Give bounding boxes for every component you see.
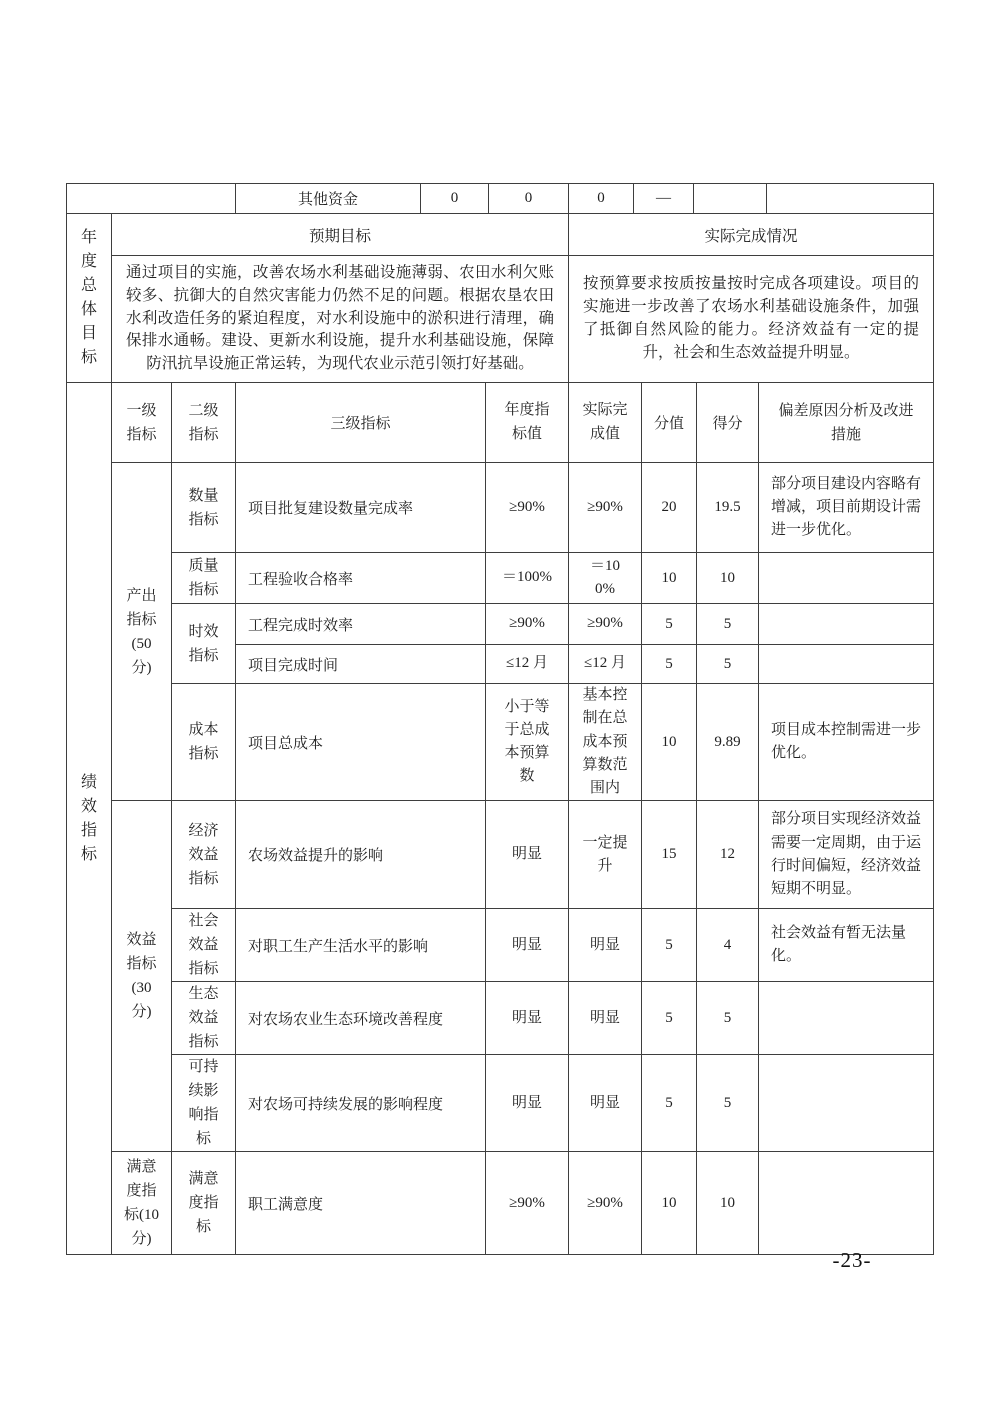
cell-actual-value: 明显 [569, 909, 642, 982]
perf-section-cell [67, 383, 112, 1255]
cell-target-value: 明显 [486, 909, 569, 982]
cell-deviation [759, 1055, 934, 1152]
table-row [67, 982, 934, 1055]
report-table [66, 183, 933, 1255]
cell-score: 5 [697, 645, 759, 684]
cell-level2-timeliness: 时效指标 [172, 604, 236, 684]
cell-actual-value: 一定提升 [569, 801, 642, 909]
col-header-score: 得分 [697, 383, 759, 463]
cell-deviation [759, 604, 934, 645]
funding-value-1: 0 [421, 184, 489, 214]
table-row [67, 801, 934, 909]
cell-target-value: ≥90% [486, 604, 569, 645]
cell-target-value: 明显 [486, 801, 569, 909]
cell-level1-output: 产出指标(50分) [112, 463, 172, 801]
cell-indicator-name: 农场效益提升的影响 [236, 801, 486, 909]
cell-indicator-name: 对农场农业生态环境改善程度 [236, 982, 486, 1055]
cell-level2: 满意度指标 [172, 1152, 236, 1255]
indicator-table-segment [66, 382, 934, 1255]
col-header-deviation: 偏差原因分析及改进措施 [759, 383, 934, 463]
cell-indicator-name: 对农场可持续发展的影响程度 [236, 1055, 486, 1152]
actual-completion-text: 按预算要求按质按量按时完成各项建设。项目的实施进一步改善了农场水利基础设施条件，加强了抵御自然风险的能力。经济效益有一定的提升，社会和生态效益提升明显。 [569, 256, 934, 383]
col-header-level2: 二级指标 [172, 383, 236, 463]
cell-indicator-name: 项目批复建设数量完成率 [236, 463, 486, 553]
cell-indicator-name: 职工满意度 [236, 1152, 486, 1255]
cell-score-max: 5 [642, 1055, 697, 1152]
cell-target-value: ≥90% [486, 463, 569, 553]
cell-deviation: 部分项目实现经济效益需要一定周期，由于运行时间偏短，经济效益短期不明显。 [759, 801, 934, 909]
funding-value-4: — [634, 184, 694, 214]
funding-value-2: 0 [489, 184, 569, 214]
cell-deviation: 社会效益有暂无法量化。 [759, 909, 934, 982]
cell-level2: 数量指标 [172, 463, 236, 553]
actual-completion-header: 实际完成情况 [569, 214, 934, 256]
cell-level1-benefit: 效益指标(30分) [112, 801, 172, 1152]
col-header-level3: 三级指标 [236, 383, 486, 463]
cell-score: 19.5 [697, 463, 759, 553]
cell-level2: 社会效益指标 [172, 909, 236, 982]
cell-score: 5 [697, 604, 759, 645]
cell-level2: 可持续影响指标 [172, 1055, 236, 1152]
cell-actual-value: ＝100% [569, 553, 642, 604]
cell-score: 5 [697, 982, 759, 1055]
cell-indicator-name: 项目总成本 [236, 684, 486, 801]
empty-cell [67, 184, 236, 214]
cell-actual-value: ≤12 月 [569, 645, 642, 684]
cell-target-value: ≥90% [486, 1152, 569, 1255]
funding-value-3: 0 [569, 184, 634, 214]
table-row [67, 684, 934, 801]
cell-indicator-name: 对职工生产生活水平的影响 [236, 909, 486, 982]
cell-score: 9.89 [697, 684, 759, 801]
cell-score-max: 10 [642, 684, 697, 801]
cell-level2: 生态效益指标 [172, 982, 236, 1055]
col-header-level1: 一级指标 [112, 383, 172, 463]
cell-score: 5 [697, 1055, 759, 1152]
table-row [67, 463, 934, 553]
cell-target-value: 明显 [486, 982, 569, 1055]
cell-target-value: 小于等于总成本预算数 [486, 684, 569, 801]
cell-score-max: 5 [642, 982, 697, 1055]
table-row [67, 1055, 934, 1152]
col-header-target: 年度指标值 [486, 383, 569, 463]
expected-goal-header: 预期目标 [112, 214, 569, 256]
cell-score-max: 5 [642, 909, 697, 982]
cell-deviation [759, 1152, 934, 1255]
cell-deviation: 项目成本控制需进一步优化。 [759, 684, 934, 801]
cell-score-max: 10 [642, 553, 697, 604]
cell-deviation [759, 645, 934, 684]
cell-deviation [759, 553, 934, 604]
annual-goal-vertical-text: 年度总体目标 [80, 229, 97, 366]
cell-level2: 经济效益指标 [172, 801, 236, 909]
cell-score: 10 [697, 1152, 759, 1255]
cell-target-value: ≤12 月 [486, 645, 569, 684]
col-header-actual: 实际完成值 [569, 383, 642, 463]
empty-cell [767, 184, 934, 214]
cell-score: 4 [697, 909, 759, 982]
cell-level2: 成本指标 [172, 684, 236, 801]
cell-target-value: ＝100% [486, 553, 569, 604]
cell-indicator-name: 项目完成时间 [236, 645, 486, 684]
table-row [67, 1152, 934, 1255]
cell-level1-satisfaction: 满意度指标(10分) [112, 1152, 172, 1255]
cell-indicator-name: 工程验收合格率 [236, 553, 486, 604]
annual-goal-segment [66, 213, 934, 383]
expected-goal-text: 通过项目的实施，改善农场水利基础设施薄弱、农田水利欠账较多、抗御大的自然灾害能力仍然不足的问题。根据农垦农田水利改造任务的紧迫程度，对水利设施中的淤积进行清理，确保排水通畅。建设、更新水利设施，提升水利基础设施，保障防汛抗旱设施正常运转，为现代农业示范引领打好基础。 [112, 256, 569, 383]
perf-section-vertical-text: 绩效指标 [80, 773, 97, 863]
cell-score: 12 [697, 801, 759, 909]
cell-target-value: 明显 [486, 1055, 569, 1152]
cell-score-max: 10 [642, 1152, 697, 1255]
cell-actual-value: 明显 [569, 1055, 642, 1152]
cell-score-max: 5 [642, 604, 697, 645]
cell-deviation [759, 982, 934, 1055]
cell-actual-value: ≥90% [569, 604, 642, 645]
cell-deviation: 部分项目建设内容略有增减，项目前期设计需进一步优化。 [759, 463, 934, 553]
cell-score-max: 5 [642, 645, 697, 684]
col-header-score-max: 分值 [642, 383, 697, 463]
table-row [67, 604, 934, 645]
cell-score: 10 [697, 553, 759, 604]
annual-goal-row-label [67, 214, 112, 383]
cell-actual-value: 基本控制在总成本预算数范围内 [569, 684, 642, 801]
page-number: -23- [832, 1248, 872, 1272]
cell-score-max: 15 [642, 801, 697, 909]
funding-row-label: 其他资金 [236, 184, 421, 214]
cell-actual-value: ≥90% [569, 1152, 642, 1255]
cell-actual-value: 明显 [569, 982, 642, 1055]
table-row [67, 909, 934, 982]
empty-cell [694, 184, 767, 214]
table-row [67, 553, 934, 604]
cell-actual-value: ≥90% [569, 463, 642, 553]
funding-table-segment [66, 183, 934, 214]
cell-level2: 质量指标 [172, 553, 236, 604]
cell-indicator-name: 工程完成时效率 [236, 604, 486, 645]
cell-score-max: 20 [642, 463, 697, 553]
